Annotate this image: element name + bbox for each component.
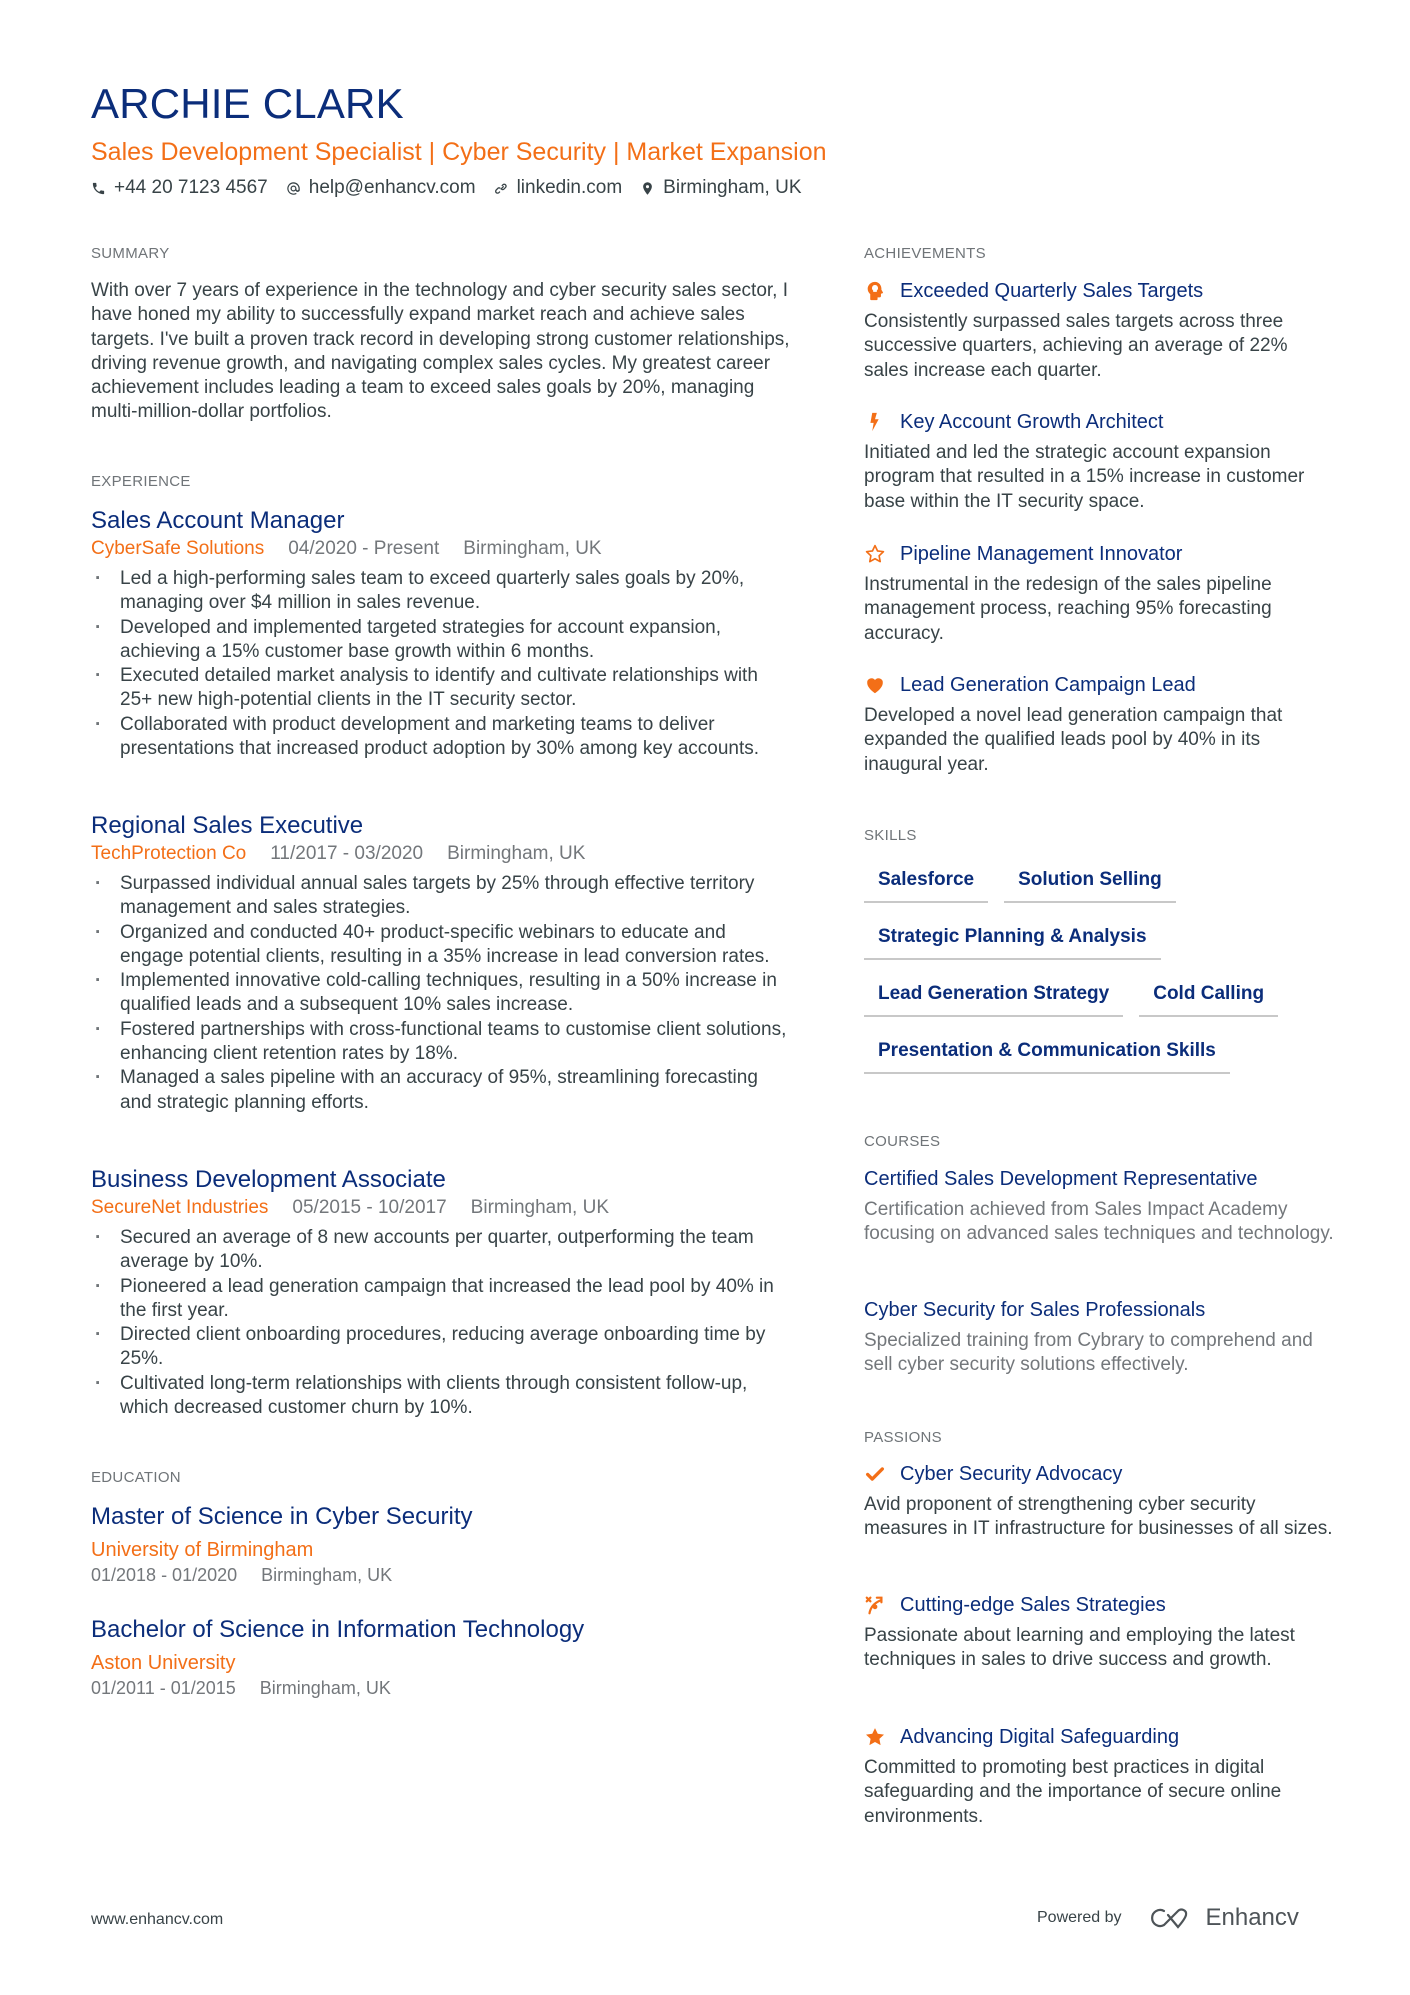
bullet-item: · Secured an average of 8 new accounts per quarter, outperforming the team average by 10%. xyxy=(91,1226,791,1275)
section-title-passions: PASSIONS xyxy=(864,1429,942,1446)
job-dates: 11/2017 - 03/2020 xyxy=(270,843,424,864)
achievement-desc: Consistently surpassed sales targets across three successive quarters, achieving an average of 22% sales increase each quarter. xyxy=(864,311,1288,381)
achievement-desc: Instrumental in the redesign of the sales pipeline management process, reaching 95% forecasting accuracy. xyxy=(864,574,1272,644)
skill-tag: Strategic Planning & Analysis xyxy=(864,925,1161,960)
achievement-desc: Developed a novel lead generation campaign that expanded the qualified leads pool by 40% in its inaugural year. xyxy=(864,705,1283,775)
education-location: Birmingham, UK xyxy=(261,1565,393,1585)
course-desc: Certification achieved from Sales Impact Academy focusing on advanced sales techniques and technology. xyxy=(864,1199,1334,1245)
education-meta xyxy=(91,1676,791,1700)
passion-item xyxy=(864,1461,1334,1542)
achievement-title: Exceeded Quarterly Sales Targets xyxy=(900,280,1204,302)
lightning-bolt-icon xyxy=(864,411,886,433)
achievement-item xyxy=(864,409,1334,514)
job-title: Regional Sales Executive xyxy=(91,812,364,839)
job-meta xyxy=(91,842,791,866)
education-entry xyxy=(91,1503,791,1587)
contact-email-text: help@enhancv.com xyxy=(308,177,476,198)
section-title-skills: SKILLS xyxy=(864,827,917,844)
skill-tag: Lead Generation Strategy xyxy=(864,982,1123,1017)
bullet-item: · Pioneered a lead generation campaign that increased the lead pool by 40% in the first year. xyxy=(91,1275,791,1324)
job-bullets xyxy=(91,567,791,761)
head-lightbulb-icon xyxy=(864,280,886,302)
job-location: Birmingham, UK xyxy=(470,1197,609,1218)
section-title-summary: SUMMARY xyxy=(91,245,170,262)
course-title: Cyber Security for Sales Professionals xyxy=(864,1299,1206,1321)
bullet-item: · Fostered partnerships with cross-functional teams to customise client solutions, enhancing client retention rates by 18%. xyxy=(91,1018,791,1067)
section-title-achievements: ACHIEVEMENTS xyxy=(864,245,986,262)
education-dates: 01/2011 - 01/2015 xyxy=(91,1678,236,1698)
skills-row xyxy=(864,868,1334,903)
course-item xyxy=(864,1166,1334,1247)
bullet-item: · Organized and conducted 40+ product-specific webinars to educate and engage potential clients, resulting in a 35% increase in lead conversion rates. xyxy=(91,921,791,970)
achievement-title: Key Account Growth Architect xyxy=(900,411,1164,433)
phone-icon xyxy=(91,181,106,196)
skills-list xyxy=(864,868,1334,1074)
achievement-desc: Initiated and led the strategic account expansion program that resulted in a 15% increase in customer base within the IT security space. xyxy=(864,442,1305,512)
contact-location xyxy=(640,176,801,200)
footer-branding xyxy=(1037,1904,1299,1932)
section-title-education: EDUCATION xyxy=(91,1469,181,1486)
job-title: Business Development Associate xyxy=(91,1166,446,1193)
passion-item xyxy=(864,1724,1334,1829)
job-bullets xyxy=(91,1226,791,1420)
passion-desc: Avid proponent of strengthening cyber security measures in IT infrastructure for businesses of all sizes. xyxy=(864,1494,1333,1540)
achievement-item xyxy=(864,672,1334,777)
achievement-title: Lead Generation Campaign Lead xyxy=(900,674,1196,696)
contact-bar xyxy=(91,176,802,200)
contact-linkedin[interactable] xyxy=(494,176,623,200)
bullet-item: · Directed client onboarding procedures, reducing average onboarding time by 25%. xyxy=(91,1323,791,1372)
location-pin-icon xyxy=(640,181,655,196)
education-location: Birmingham, UK xyxy=(259,1678,391,1698)
experience-entry xyxy=(91,1166,791,1420)
passion-item xyxy=(864,1592,1334,1673)
section-title-experience: EXPERIENCE xyxy=(91,473,191,490)
job-bullets xyxy=(91,872,791,1115)
experience-entry xyxy=(91,812,791,1115)
contact-linkedin-text: linkedin.com xyxy=(516,177,623,198)
course-item xyxy=(864,1297,1334,1378)
achievement-title: Pipeline Management Innovator xyxy=(900,543,1183,565)
enhancv-logo-icon xyxy=(1148,1905,1194,1931)
bullet-item: · Managed a sales pipeline with an accuracy of 95%, streamlining forecasting and strategic planning efforts. xyxy=(91,1066,791,1115)
job-meta xyxy=(91,537,791,561)
job-location: Birmingham, UK xyxy=(463,538,602,559)
skill-tag: Presentation & Communication Skills xyxy=(864,1039,1230,1074)
job-location: Birmingham, UK xyxy=(447,843,586,864)
skills-row xyxy=(864,925,1334,960)
at-icon xyxy=(286,181,301,196)
achievement-item xyxy=(864,278,1334,383)
star-outline-icon xyxy=(864,543,886,565)
contact-phone xyxy=(91,176,268,200)
bullet-item: · Led a high-performing sales team to exceed quarterly sales goals by 20%, managing over $4 million in sales revenue. xyxy=(91,567,791,616)
contact-phone-text: +44 20 7123 4567 xyxy=(114,177,268,198)
bullet-item: · Developed and implemented targeted strategies for account expansion, achieving a 15% customer base growth within 6 months. xyxy=(91,616,791,665)
education-entry xyxy=(91,1616,791,1700)
footer-website-link[interactable]: www.enhancv.com xyxy=(91,1911,224,1928)
job-dates: 05/2015 - 10/2017 xyxy=(292,1197,447,1218)
course-title: Certified Sales Development Representative xyxy=(864,1168,1258,1190)
link-icon xyxy=(494,181,509,196)
strategy-arrow-icon xyxy=(864,1594,886,1616)
achievement-item xyxy=(864,541,1334,646)
skills-row xyxy=(864,982,1334,1017)
skill-tag: Salesforce xyxy=(864,868,988,903)
skills-row xyxy=(864,1039,1334,1074)
passion-title: Advancing Digital Safeguarding xyxy=(900,1726,1180,1748)
job-meta xyxy=(91,1196,791,1220)
bullet-item: · Collaborated with product development and marketing teams to deliver presentations that increased product adoption by 30% among key accounts. xyxy=(91,713,791,762)
degree-title: Master of Science in Cyber Security xyxy=(91,1503,473,1530)
job-title: Sales Account Manager xyxy=(91,507,345,534)
enhancv-brand-name: Enhancv xyxy=(1205,1904,1299,1931)
school-name: Aston University xyxy=(91,1652,236,1674)
skill-tag: Solution Selling xyxy=(1004,868,1176,903)
summary-text: With over 7 years of experience in the technology and cyber security sales sector, I have honed my ability to successfully expand market reach and achieve sales targets. I've built a proven track record in developing strong customer relationships, driving revenue growth, and navigating complex sales cycles. My greatest career achievement includes leading a team to exceed sales goals by 20%, managing multi-million-dollar portfolios. xyxy=(91,280,790,423)
skill-tag: Cold Calling xyxy=(1139,982,1278,1017)
company-name: TechProtection Co xyxy=(91,843,247,864)
passion-desc: Passionate about learning and employing the latest techniques in sales to drive success and growth. xyxy=(864,1625,1295,1671)
contact-location-text: Birmingham, UK xyxy=(663,177,802,198)
bullet-item: · Implemented innovative cold-calling techniques, resulting in a 50% increase in qualified leads and a subsequent 10% sales increase. xyxy=(91,969,791,1018)
company-name: SecureNet Industries xyxy=(91,1197,269,1218)
bullet-item: · Executed detailed market analysis to identify and cultivate relationships with 25+ new high-potential clients in the IT security sector. xyxy=(91,664,791,713)
checkmark-icon xyxy=(864,1463,886,1485)
headline: Sales Development Specialist | Cyber Security | Market Expansion xyxy=(91,138,827,166)
bullet-item: · Surpassed individual annual sales targets by 25% through effective territory management and sales strategies. xyxy=(91,872,791,921)
job-dates: 04/2020 - Present xyxy=(288,538,440,559)
school-name: University of Birmingham xyxy=(91,1539,314,1561)
heart-icon xyxy=(864,674,886,696)
bullet-item: · Cultivated long-term relationships with clients through consistent follow-up, which decreased customer churn by 10%. xyxy=(91,1372,791,1421)
experience-entry xyxy=(91,507,791,761)
enhancv-logo[interactable] xyxy=(1148,1904,1299,1932)
degree-title: Bachelor of Science in Information Technology xyxy=(91,1616,585,1643)
education-meta xyxy=(91,1563,791,1587)
powered-by-label: Powered by xyxy=(1037,1909,1122,1926)
candidate-name: ARCHIE CLARK xyxy=(91,80,404,127)
section-title-courses: COURSES xyxy=(864,1133,941,1150)
company-name: CyberSafe Solutions xyxy=(91,538,265,559)
contact-email[interactable] xyxy=(286,176,476,200)
passion-desc: Committed to promoting best practices in digital safeguarding and the importance of secure online environments. xyxy=(864,1757,1282,1827)
passion-title: Cutting-edge Sales Strategies xyxy=(900,1594,1166,1616)
education-dates: 01/2018 - 01/2020 xyxy=(91,1565,238,1585)
passion-title: Cyber Security Advocacy xyxy=(900,1463,1123,1485)
course-desc: Specialized training from Cybrary to comprehend and sell cyber security solutions effectively. xyxy=(864,1330,1313,1376)
star-filled-icon xyxy=(864,1726,886,1748)
